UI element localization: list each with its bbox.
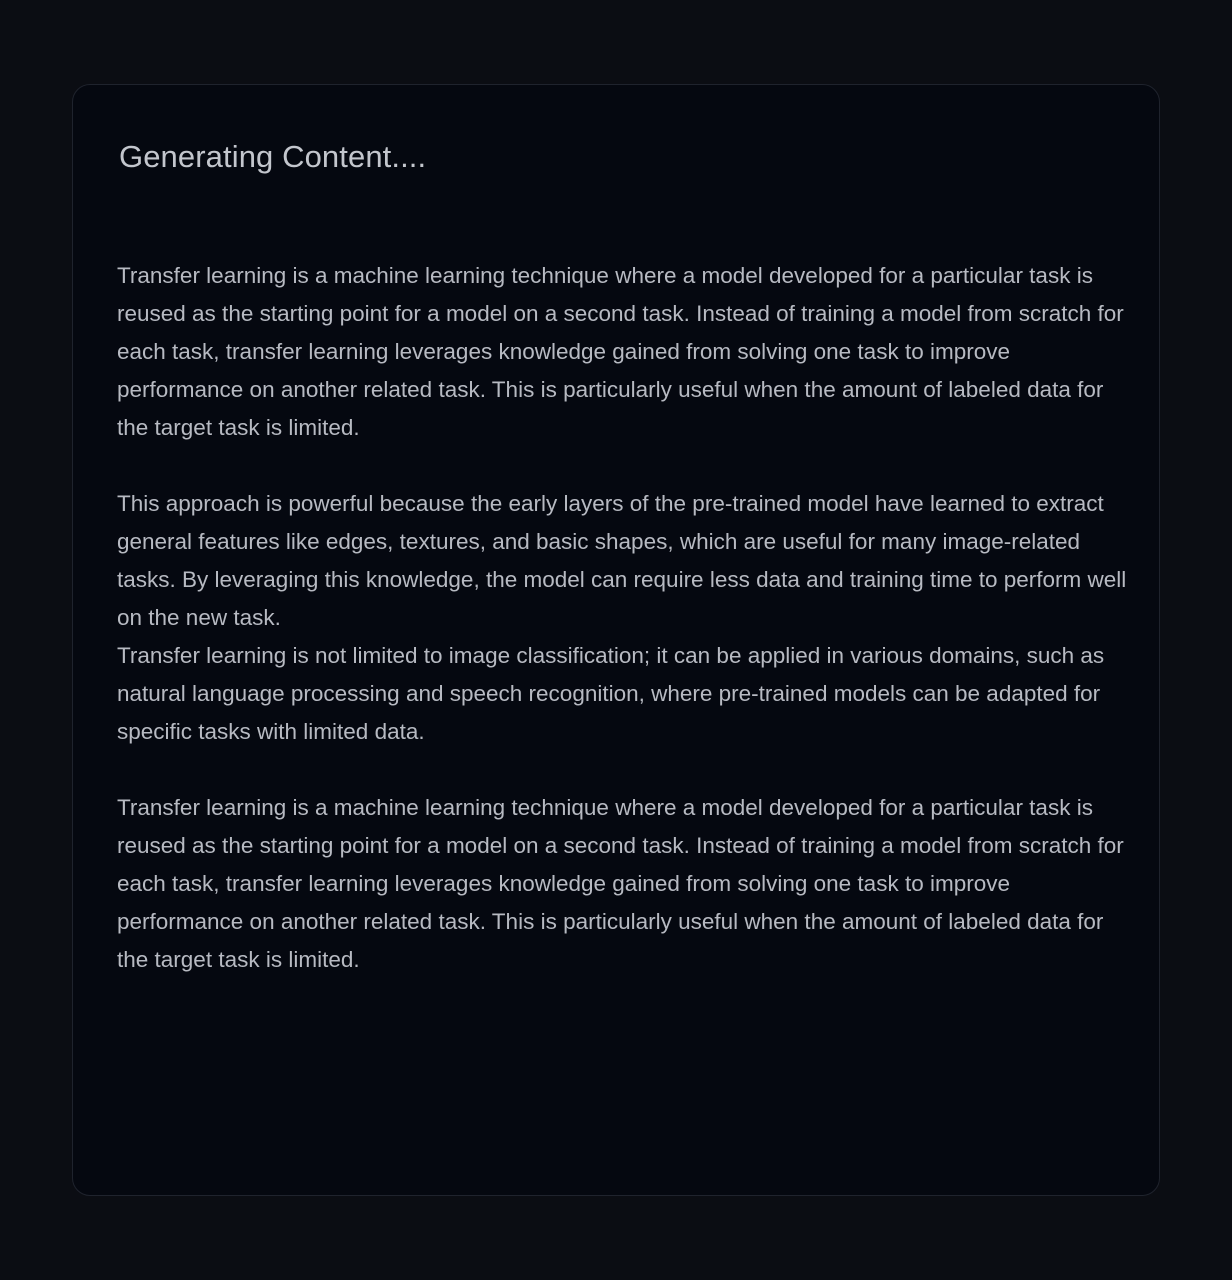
content-panel	[72, 84, 1160, 1196]
content-paragraph: Transfer learning is not limited to image classification; it can be applied in various domains, such as natural language processing and speech recognition, where pre-trained models can be adapted for specific tasks with limited data.	[117, 643, 1105, 744]
content-paragraph: This approach is powerful because the early layers of the pre-trained model have learned to extract general features like edges, textures, and basic shapes, which are useful for many image-related tasks. By leveraging this knowledge, the model can require less data and training time to perform well on the new task.	[117, 491, 1127, 630]
paragraph-spacer	[117, 447, 1127, 485]
content-paragraph: Transfer learning is a machine learning technique where a model developed for a particular task is reused as the starting point for a model on a second task. Instead of training a model from scratch for each task, transfer learning leverages knowledge gained from solving one task to improve performance on another related task. This is particularly useful when the amount of labeled data for the target task is limited.	[117, 263, 1124, 440]
panel-title: Generating Content....	[119, 139, 427, 174]
content-paragraph: Transfer learning is a machine learning technique where a model developed for a particular task is reused as the starting point for a model on a second task. Instead of training a model from scratch for each task, transfer learning leverages knowledge gained from solving one task to improve performance on another related task. This is particularly useful when the amount of labeled data for the target task is limited.	[117, 795, 1124, 972]
generated-content	[117, 257, 1127, 979]
paragraph-spacer	[117, 751, 1127, 789]
